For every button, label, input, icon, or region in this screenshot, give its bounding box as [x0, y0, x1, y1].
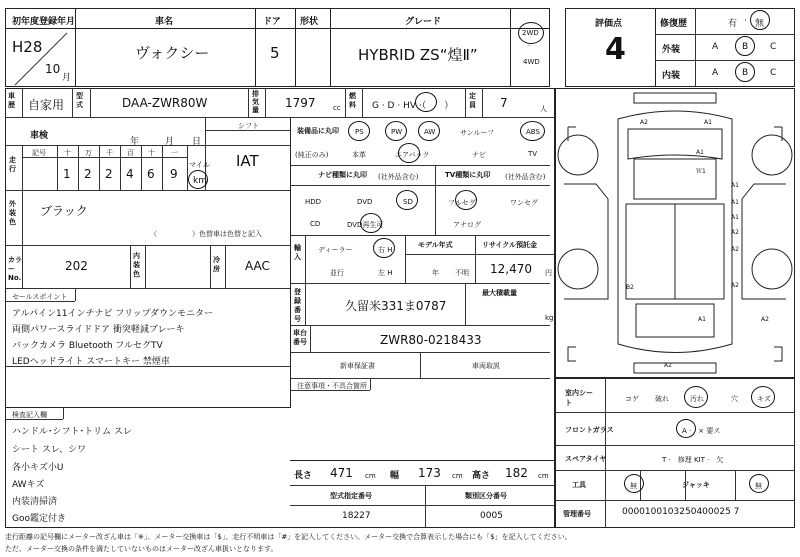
- digit-2: 2: [105, 167, 113, 181]
- mark-14: A2: [761, 316, 769, 323]
- repair-label: 修復歴: [660, 19, 688, 29]
- seat-yabure: 破れ: [655, 395, 669, 403]
- length-cm: cm: [365, 472, 376, 480]
- sales-line-0: アルパイン11インチナビ フリップダウンモニター: [12, 309, 213, 319]
- reg-month: 10: [45, 62, 61, 76]
- usage-label: 車歴: [8, 92, 15, 109]
- mark-5: A1: [731, 199, 739, 206]
- jack: 無: [755, 482, 762, 490]
- car-name: ヴォクシー: [135, 44, 210, 62]
- length-label: 長さ: [294, 471, 313, 481]
- type-no-label: 型式指定番号: [330, 492, 372, 500]
- equip-leather: 本革: [352, 151, 366, 159]
- ac-label: 冷房: [213, 256, 220, 273]
- equip-tv: TV: [528, 150, 538, 158]
- capacity-unit: 人: [540, 105, 547, 113]
- color-no: 202: [65, 259, 88, 273]
- footer-line-2: ただ、メーター交換の条件を満たしていないものはメーター改ざん車扱いとなります。: [5, 545, 278, 553]
- cc-unit: cc: [333, 104, 341, 112]
- mark-9: B2: [626, 284, 634, 291]
- place-5: 一: [171, 149, 178, 157]
- chassis: ZWR80-0218433: [380, 333, 482, 347]
- mark-7: A2: [731, 229, 739, 236]
- windshield-a-circle: [676, 419, 696, 438]
- plate: 久留米331ま0787: [345, 299, 447, 313]
- windshield: A · × 要ス: [682, 427, 721, 435]
- tv-oneseg: ワンセグ: [510, 199, 538, 207]
- navi-sub: (社外品含む): [378, 173, 419, 181]
- plate-label: 登録番号: [294, 288, 301, 323]
- width-label: 幅: [390, 471, 400, 481]
- equip-airbag-circle: [398, 143, 420, 163]
- fuel-options: G · D · HV ·（ ）: [372, 101, 454, 111]
- color-note: （ ）色替車は色替と記入: [150, 230, 262, 238]
- seat-ana: 穴: [731, 395, 738, 403]
- interior-color-label: 内装色: [133, 252, 140, 278]
- equip-pw-circle: [385, 121, 407, 141]
- height: 182: [505, 466, 528, 480]
- place-0: 十: [64, 149, 71, 157]
- exterior-b-circle: [735, 36, 755, 56]
- score-label: 評価点: [595, 19, 623, 29]
- equipment-label: 装備品に丸印: [297, 127, 339, 135]
- import-dealer: ディーラー: [318, 246, 353, 254]
- height-cm: cm: [538, 472, 549, 480]
- ac: AAC: [245, 259, 270, 273]
- mgmt-label: 管理番号: [563, 510, 591, 518]
- seat-koge: コゲ: [625, 395, 639, 403]
- navi-cd: CD: [310, 220, 321, 228]
- model: DAA-ZWR80W: [122, 96, 208, 110]
- inspector-line-2: 各小キズ小U: [12, 463, 64, 473]
- era-year: H28: [12, 38, 43, 56]
- mark-0: A2: [640, 119, 648, 126]
- mark-12: A2: [664, 362, 672, 369]
- digit-5: 9: [170, 167, 178, 181]
- spare-label: スペアタイヤ: [565, 455, 607, 463]
- width-cm: cm: [452, 472, 463, 480]
- inspector-line-0: ハンドル･シフト･トリム スレ: [12, 427, 132, 437]
- digit-3: 4: [126, 167, 134, 181]
- model-year-unknown: 不明: [455, 269, 469, 277]
- jack-circle: [749, 474, 769, 493]
- capacity: 7: [500, 96, 508, 110]
- car-name-label: 車名: [155, 17, 174, 27]
- inspector-label: 検査記入欄: [12, 411, 47, 419]
- class-no-label: 類別区分番号: [465, 492, 507, 500]
- mark-3: Ｗ1: [696, 168, 706, 175]
- recycle: 12,470: [490, 262, 532, 276]
- inspection-day-unit: 日: [192, 137, 202, 147]
- notes-label: 注意事項・不具合箇所: [297, 382, 367, 390]
- place-3: 百: [127, 149, 134, 157]
- navi-label: ナビ種類に丸印: [318, 171, 367, 179]
- mark-1: A1: [704, 119, 712, 126]
- height-label: 高さ: [472, 471, 491, 481]
- drive-2wd: 2WD: [522, 29, 539, 37]
- tv-fullseg-circle: [455, 190, 477, 210]
- import-parallel: 並行: [330, 269, 344, 277]
- exterior-a: A: [712, 42, 719, 52]
- fuel-hv-circle: [415, 92, 437, 112]
- recycle-label: リサイクル預託金: [482, 241, 538, 249]
- max-load-label: 最大積載量: [482, 289, 517, 297]
- navi-dvd-play-circle: [360, 213, 382, 233]
- sales-line-1: 両側パワースライドドア 衝突軽減ブレーキ: [12, 325, 185, 335]
- navi-hdd: HDD: [305, 198, 322, 206]
- seat-kizu-circle: [751, 386, 775, 408]
- equip-ps-circle: [348, 121, 370, 141]
- import-label: 輸入: [294, 244, 301, 261]
- mgmt: 0000100103250400025 7: [622, 507, 740, 517]
- interior-b: B: [742, 68, 749, 78]
- jack-label: ジャッキ: [682, 481, 710, 489]
- drive-dot: ·: [528, 42, 531, 50]
- place-2: 千: [106, 149, 113, 157]
- import-right-hand: 右 H: [378, 246, 393, 254]
- import-left-hand: 左 H: [378, 269, 393, 277]
- doors: 5: [270, 44, 280, 62]
- navi-dvd: DVD: [357, 198, 373, 206]
- color-label: 外装色: [9, 200, 16, 226]
- mark-4: A1: [731, 182, 739, 189]
- mileage-symbol-label: 記号: [32, 149, 46, 157]
- repair-no-circle: [750, 10, 770, 30]
- seat-yogore-circle: [684, 386, 708, 408]
- usage: 自家用: [28, 98, 65, 112]
- grade: HYBRID ZS“煌Ⅱ”: [358, 46, 478, 64]
- inspector-line-4: 内装清掃済: [12, 497, 58, 507]
- mark-2: A1: [696, 149, 704, 156]
- grade-label: グレード: [405, 17, 442, 27]
- inspection-year-unit: 年: [130, 137, 140, 147]
- navi-dvd-play: DVD再生可: [347, 221, 384, 229]
- type-no: 18227: [342, 511, 371, 521]
- inspection-label: 車検: [30, 131, 49, 141]
- equip-ps: PS: [355, 128, 364, 136]
- digit-1: 2: [84, 167, 92, 181]
- tools: 無: [630, 482, 637, 490]
- interior-c: C: [770, 68, 777, 78]
- color-no-label: カラーNo.: [8, 256, 22, 282]
- footer-line-1: 走行距離の記号欄にメーター改ざん車は「※」、メーター交換車は「$」、走行不明車は「#」を記入してください。メーター交換で合算表示した場合にも「$」を記入してください。: [5, 533, 572, 541]
- equip-abs-circle: [520, 121, 545, 141]
- digit-4: 6: [147, 167, 155, 181]
- mark-11: A1: [698, 316, 706, 323]
- digit-0: 1: [63, 167, 71, 181]
- month-unit: 月: [62, 73, 72, 83]
- shape-label: 形状: [300, 17, 319, 27]
- tools-circle: [624, 474, 644, 493]
- tools-label: 工具: [572, 481, 586, 489]
- mark-8: A2: [731, 246, 739, 253]
- warranty-new-car: 新車保証書: [340, 362, 375, 370]
- model-label: 型式: [76, 92, 83, 109]
- windshield-label: フロントガラス: [565, 426, 614, 434]
- equip-sunroof: サンルーフ: [460, 129, 495, 137]
- class-no: 0005: [480, 511, 503, 521]
- warranty-manual: 車両取説: [472, 362, 500, 370]
- chassis-label: 車台番号: [293, 329, 307, 346]
- year-label: 初年度登録年月: [12, 17, 76, 27]
- displacement-label: 排気量: [252, 90, 259, 114]
- equip-navi: ナビ: [472, 151, 486, 159]
- kg-unit: kg: [545, 314, 554, 322]
- inspector-line-3: AWキズ: [12, 480, 45, 490]
- seat-label: 室内シート: [565, 389, 593, 407]
- equip-airbag: エアバック: [395, 151, 430, 159]
- tv-sub: (社外品含む): [505, 173, 546, 181]
- displacement: 1797: [285, 96, 316, 110]
- repair-yes: 有: [728, 19, 738, 29]
- sales-line-3: LEDヘッドライト スマートキー 禁煙車: [12, 357, 170, 367]
- mark-6: A1: [731, 214, 739, 221]
- color-value: ブラック: [40, 204, 88, 218]
- drive-4wd: 4WD: [523, 58, 540, 66]
- door-label: ドア: [263, 17, 281, 27]
- seat-kizu: キズ: [757, 395, 771, 403]
- length: 471: [330, 466, 353, 480]
- sales-line-2: バックカメラ Bluetooth フルセグTV: [12, 341, 163, 351]
- sales-label: セールスポイント: [12, 293, 68, 301]
- interior-a: A: [712, 68, 719, 78]
- mark-10: A2: [731, 282, 739, 289]
- repair-no: 無: [755, 19, 765, 29]
- exterior-b: B: [742, 42, 749, 52]
- km-unit: km: [193, 176, 207, 186]
- place-4: 十: [148, 149, 155, 157]
- tv-fullseg: フルセグ: [448, 199, 476, 207]
- model-year-label: モデル年式: [418, 241, 453, 249]
- fuel-label: 燃料: [349, 92, 356, 109]
- damage-diagram: [556, 89, 794, 377]
- place-1: 万: [85, 149, 92, 157]
- score: 4: [605, 32, 626, 67]
- tv-analog: アナログ: [453, 221, 481, 229]
- equip-abs: ABS: [526, 128, 540, 136]
- navi-sd-circle: [396, 190, 418, 210]
- equip-aw: AW: [424, 128, 436, 136]
- mile-label: マイル: [189, 161, 210, 169]
- equip-pw: PW: [391, 128, 403, 136]
- spare: T · 修理 KIT · 欠: [662, 456, 724, 464]
- interior-label: 内装: [662, 71, 681, 81]
- seat-yogore: 汚れ: [690, 395, 704, 403]
- shift-label: シフト: [238, 122, 259, 130]
- capacity-label: 定員: [469, 92, 476, 109]
- tv-label: TV種類に丸印: [445, 171, 491, 179]
- equipment-sublabel: (純正のみ): [295, 151, 329, 159]
- right-hand-circle: [373, 238, 395, 258]
- navi-sd: SD: [403, 198, 413, 206]
- exterior-c: C: [770, 42, 777, 52]
- mileage-label: 走行: [9, 156, 16, 173]
- width: 173: [418, 466, 441, 480]
- recycle-yen: 円: [545, 269, 552, 277]
- interior-b-circle: [735, 62, 755, 82]
- exterior-label: 外装: [662, 45, 681, 55]
- inspector-line-1: シート スレ、シワ: [12, 445, 87, 455]
- repair-dot: ·: [744, 16, 747, 26]
- shift: IAT: [236, 152, 259, 170]
- inspector-line-5: Goo鑑定付き: [12, 514, 66, 524]
- km-circle: [188, 170, 208, 189]
- model-year-unit: 年: [432, 269, 439, 277]
- equip-aw-circle: [418, 121, 440, 141]
- inspection-month-unit: 月: [165, 137, 175, 147]
